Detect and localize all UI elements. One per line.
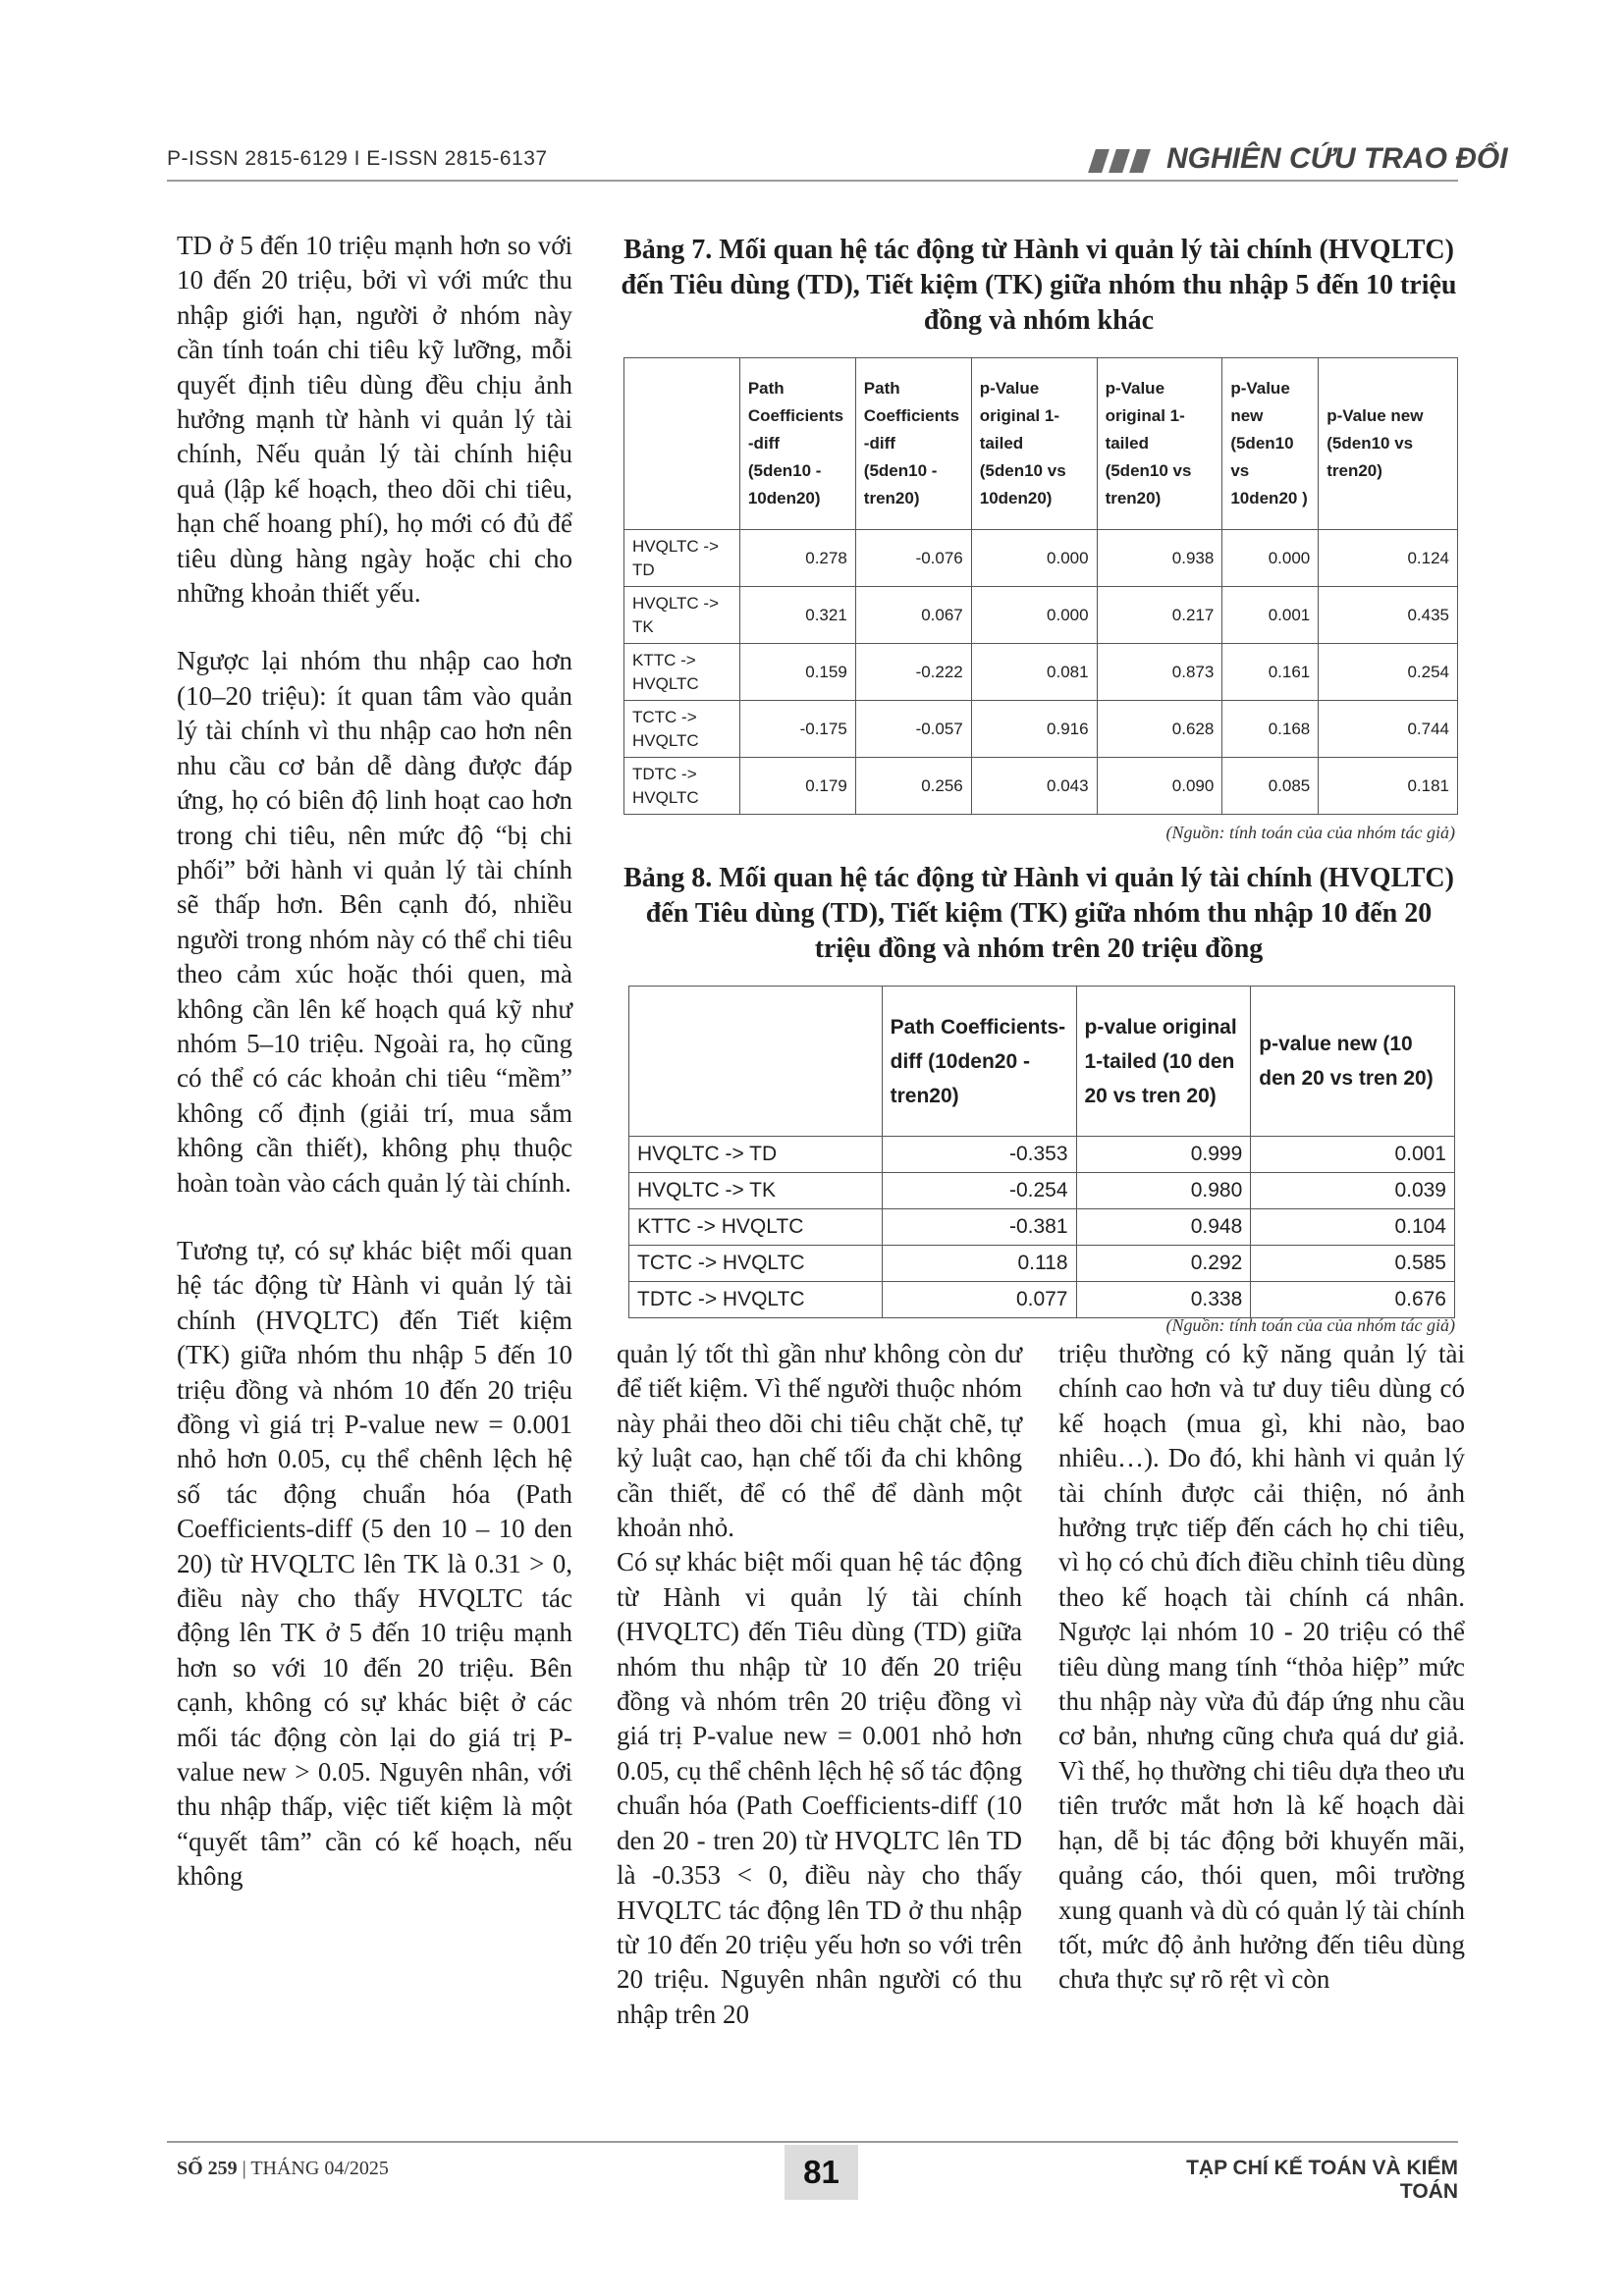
row-label: TDTC -> HVQLTC bbox=[624, 758, 740, 815]
table-cell: 0.000 bbox=[971, 530, 1097, 587]
table-cell: 0.085 bbox=[1222, 758, 1319, 815]
issn-line: P-ISSN 2815-6129 I E-ISSN 2815-6137 bbox=[167, 147, 548, 170]
table-row bbox=[629, 1282, 1455, 1318]
paragraph: triệu thường có kỹ năng quản lý tài chính cao hơn và tư duy tiêu dùng có kế hoạch (mua gì, khi nào, bao nhiêu…). Do đó, khi hành vi quản lý tài chính được cải thiện, nó ảnh hưởng trực tiếp đến cách họ chi tiêu, vì họ có chủ đích điều chỉnh tiêu dùng theo kế hoạch tài chính cá nhân. Ngược lại nhóm 10 - 20 triệu có thể tiêu dùng mang tính “thỏa hiệp” mức thu nhập này vừa đủ đáp ứng nhu cầu cơ bản, nhưng cũng chưa quá dư giả. Vì thế, họ thường chi tiêu dựa theo ưu tiên trước mắt hơn là kế hoạch dài hạn, dễ bị tác động bởi khuyến mãi, quảng cáo, thói quen, môi trường xung quanh và dù có quản lý tài chính tốt, mức độ ảnh hưởng đến tiêu dùng chưa thực sự rõ rệt vì còn bbox=[1058, 1339, 1465, 1995]
section-title: NGHIÊN CỨU TRAO ĐỔI bbox=[1166, 142, 1508, 175]
table-header-cell: p-Value new (5den10 vs 10den20 ) bbox=[1222, 358, 1319, 530]
paragraph: Tương tự, có sự khác biệt mối quan hệ tác động từ Hành vi quản lý tài chính (HVQLTC) đến Tiết kiệm (TK) giữa nhóm thu nhập 5 đến 10 triệu đồng và nhóm 10 đến 20 triệu đồng vì giá trị P-value new = 0.001 nhỏ hơn 0.05, cụ thể chênh lệch hệ số tác động chuẩn hóa (Path Coefficients-diff (5 den 10 – 10 den 20) từ HVQLTC lên TK là 0.31 > 0, điều này cho thấy HVQLTC tác động lên TK ở 5 đến 10 triệu mạnh hơn so với 10 đến 20 triệu. Bên cạnh, không có sự khác biệt ở các mối tác động còn lại do giá trị P-value new > 0.05. Nguyên nhân, với thu nhập thấp, việc tiết kiệm là một “quyết tâm” cần có kế hoạch, nếu không bbox=[177, 1235, 572, 1892]
table-cell: 0.873 bbox=[1097, 644, 1222, 701]
table-row bbox=[629, 1209, 1455, 1246]
row-label: TCTC -> HVQLTC bbox=[629, 1246, 883, 1282]
table-cell: 0.168 bbox=[1222, 701, 1319, 758]
table-cell: -0.381 bbox=[882, 1209, 1076, 1246]
row-label: HVQLTC -> TK bbox=[629, 1173, 883, 1209]
table-cell: 0.585 bbox=[1251, 1246, 1455, 1282]
table-cell: -0.353 bbox=[882, 1137, 1076, 1173]
text-column-3 bbox=[1058, 1337, 1465, 2031]
table-header-cell: Path Coefficients -diff (5den10 - 10den20) bbox=[739, 358, 855, 530]
table-cell: 0.001 bbox=[1251, 1137, 1455, 1173]
table-cell: 0.435 bbox=[1319, 587, 1458, 644]
issue-info bbox=[177, 2158, 389, 2180]
table-header-cell: p-Value new (5den10 vs tren20) bbox=[1319, 358, 1458, 530]
table-cell: 0.338 bbox=[1076, 1282, 1251, 1318]
table-cell: 0.000 bbox=[1222, 530, 1319, 587]
paragraph: TD ở 5 đến 10 triệu mạnh hơn so với 10 đến 20 triệu, bởi vì với mức thu nhập giới hạn, người ở nhóm này cần tính toán chi tiêu kỹ lưỡng, mỗi quyết định tiêu dùng đều chịu ảnh hưởng mạnh từ hành vi quản lý tài chính, Nếu quản lý tài chính hiệu quả (lập kế hoạch, theo dõi chi tiêu, hạn chế hoang phí), họ mới có đủ để tiêu dùng hàng ngày hoặc chi cho những khoản thiết yếu. bbox=[177, 231, 572, 609]
table-header-cell: p-Value original 1-tailed (5den10 vs 10den20) bbox=[971, 358, 1097, 530]
issue-date: | THÁNG 04/2025 bbox=[242, 2158, 389, 2179]
table-row bbox=[624, 530, 1458, 587]
table-cell: 0.628 bbox=[1097, 701, 1222, 758]
table-cell: 0.321 bbox=[739, 587, 855, 644]
row-label: HVQLTC -> TD bbox=[629, 1137, 883, 1173]
table-cell: 0.077 bbox=[882, 1282, 1076, 1318]
table7 bbox=[623, 357, 1458, 815]
table-cell: 0.256 bbox=[855, 758, 971, 815]
table-cell: -0.222 bbox=[855, 644, 971, 701]
header-rule bbox=[167, 180, 1458, 182]
table-cell: 0.161 bbox=[1222, 644, 1319, 701]
table-row bbox=[624, 701, 1458, 758]
table-row bbox=[624, 644, 1458, 701]
table7-caption: Bảng 7. Mối quan hệ tác động từ Hành vi quản lý tài chính (HVQLTC) đến Tiêu dùng (TD), Tiết kiệm (TK) giữa nhóm thu nhập 5 đến 10 triệu đồng và nhóm khác bbox=[621, 235, 1457, 336]
table-cell: 0.999 bbox=[1076, 1137, 1251, 1173]
table-header-row bbox=[624, 358, 1458, 530]
table-cell: -0.175 bbox=[739, 701, 855, 758]
table-cell: 0.254 bbox=[1319, 644, 1458, 701]
row-label: HVQLTC -> TK bbox=[624, 587, 740, 644]
text-column-2 bbox=[617, 1337, 1022, 2065]
table-cell: 0.001 bbox=[1222, 587, 1319, 644]
table-cell: 0.124 bbox=[1319, 530, 1458, 587]
table-row bbox=[629, 1173, 1455, 1209]
table-cell: 0.090 bbox=[1097, 758, 1222, 815]
header-bars-decoration bbox=[1092, 149, 1147, 173]
journal-name: TẠP CHÍ KẾ TOÁN VÀ KIỂM TOÁN bbox=[1186, 2157, 1458, 2203]
table-cell: 0.104 bbox=[1251, 1209, 1455, 1246]
table-header-cell: p-Value original 1-tailed (5den10 vs tren20) bbox=[1097, 358, 1222, 530]
table-cell: -0.076 bbox=[855, 530, 971, 587]
paragraph: Có sự khác biệt mối quan hệ tác động từ Hành vi quản lý tài chính (HVQLTC) đến Tiêu dùng (TD) giữa nhóm thu nhập từ 10 đến 20 triệu đồng và nhóm trên 20 triệu đồng vì giá trị P-value new = 0.001 nhỏ hơn 0.05, cụ thể chênh lệch hệ số tác động chuẩn hóa (Path Coefficients-diff (10 den 20 - tren 20) từ HVQLTC lên TD là -0.353 < 0, điều này cho thấy HVQLTC tác động lên TD ở thu nhập từ 10 đến 20 triệu yếu hơn so với trên 20 triệu. Nguyên nhân người có thu nhập trên 20 bbox=[617, 1547, 1022, 2029]
row-label: KTTC -> HVQLTC bbox=[624, 644, 740, 701]
table-header-row bbox=[629, 987, 1455, 1137]
row-label: HVQLTC -> TD bbox=[624, 530, 740, 587]
table-row bbox=[624, 587, 1458, 644]
issue-number: SỐ 259 bbox=[177, 2158, 238, 2179]
row-label: KTTC -> HVQLTC bbox=[629, 1209, 883, 1246]
table-cell: 0.159 bbox=[739, 644, 855, 701]
table-cell: 0.217 bbox=[1097, 587, 1222, 644]
paragraph: quản lý tốt thì gần như không còn dư để tiết kiệm. Vì thế người thuộc nhóm này phải theo dõi chi tiêu chặt chẽ, tự kỷ luật cao, hạn chế tối đa chi không cần thiết, để có thể để dành một khoản nhỏ. bbox=[617, 1339, 1022, 1543]
table-cell: 0.292 bbox=[1076, 1246, 1251, 1282]
table8-source: (Nguồn: tính toán của của nhóm tác giả) bbox=[1165, 1315, 1455, 1335]
table-cell: 0.039 bbox=[1251, 1173, 1455, 1209]
table-cell: 0.000 bbox=[971, 587, 1097, 644]
table-cell: -0.057 bbox=[855, 701, 971, 758]
table-cell: 0.118 bbox=[882, 1246, 1076, 1282]
table-cell: 0.181 bbox=[1319, 758, 1458, 815]
text-column-1 bbox=[177, 229, 572, 1928]
table-row bbox=[624, 758, 1458, 815]
table-row bbox=[629, 1137, 1455, 1173]
table-cell: 0.043 bbox=[971, 758, 1097, 815]
table-header-cell: p-value original 1-tailed (10 den 20 vs tren 20) bbox=[1076, 987, 1251, 1137]
table7-source: (Nguồn: tính toán của của nhóm tác giả) bbox=[1165, 823, 1455, 842]
row-label: TDTC -> HVQLTC bbox=[629, 1282, 883, 1318]
table-row bbox=[629, 1246, 1455, 1282]
table-header-cell bbox=[624, 358, 740, 530]
table-header-cell: Path Coefficients-diff (10den20 - tren20) bbox=[882, 987, 1076, 1137]
table-cell: 0.676 bbox=[1251, 1282, 1455, 1318]
table-cell: -0.254 bbox=[882, 1173, 1076, 1209]
table-header-cell bbox=[629, 987, 883, 1137]
page-number: 81 bbox=[785, 2145, 858, 2200]
row-label: TCTC -> HVQLTC bbox=[624, 701, 740, 758]
table8 bbox=[628, 986, 1455, 1318]
table-cell: 0.938 bbox=[1097, 530, 1222, 587]
table8-caption: Bảng 8. Mối quan hệ tác động từ Hành vi quản lý tài chính (HVQLTC) đến Tiêu dùng (TD), Tiết kiệm (TK) giữa nhóm thu nhập 10 đến 20 triệu đồng và nhóm trên 20 triệu đồng bbox=[623, 863, 1454, 964]
table-cell: 0.278 bbox=[739, 530, 855, 587]
table-cell: 0.081 bbox=[971, 644, 1097, 701]
table-header-cell: Path Coefficients -diff (5den10 - tren20) bbox=[855, 358, 971, 530]
paragraph: Ngược lại nhóm thu nhập cao hơn (10–20 triệu): ít quan tâm vào quản lý tài chính vì thu nhập cao hơn nên nhu cầu cơ bản dễ dàng được đáp ứng, họ có biên độ linh hoạt cao hơn trong chi tiêu, nên mức độ “bị chi phối” bởi hành vi quản lý tài chính sẽ thấp hơn. Bên cạnh đó, nhiều người trong nhóm này có thể chi tiêu theo cảm xúc hoặc thói quen, mà không cần lên kế hoạch quá kỹ như nhóm 5–10 triệu. Ngoài ra, họ cũng có thể có các khoản chi tiêu “mềm” không cố định (giải trí, mua sắm không cần thiết), không phụ thuộc hoàn toàn vào cách quản lý tài chính. bbox=[177, 646, 572, 1198]
table-cell: 0.744 bbox=[1319, 701, 1458, 758]
table-cell: 0.067 bbox=[855, 587, 971, 644]
table-cell: 0.916 bbox=[971, 701, 1097, 758]
table-header-cell: p-value new (10 den 20 vs tren 20) bbox=[1251, 987, 1455, 1137]
footer-rule bbox=[167, 2141, 1458, 2143]
table-cell: 0.948 bbox=[1076, 1209, 1251, 1246]
table-cell: 0.980 bbox=[1076, 1173, 1251, 1209]
table-cell: 0.179 bbox=[739, 758, 855, 815]
